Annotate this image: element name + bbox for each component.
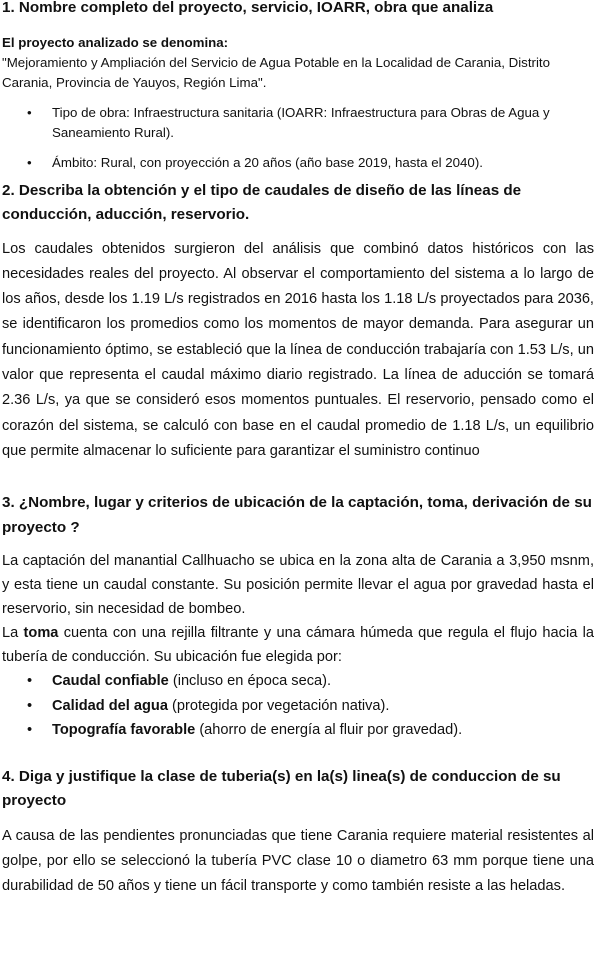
toma-bold: toma xyxy=(23,625,59,642)
list-item xyxy=(2,103,594,143)
criterion-label: Topografía favorable xyxy=(52,722,196,739)
bullet-icon: • xyxy=(27,722,33,739)
list-item xyxy=(2,694,594,719)
criterion-label: Calidad del agua xyxy=(52,697,168,714)
section-3-title: 3. ¿Nombre, lugar y criterios de ubicación de la captación, toma, derivación de su proyecto ? xyxy=(2,494,592,536)
section-1-label: El proyecto analizado se denomina: xyxy=(2,34,229,50)
section-4-title: 4. Diga y justifique la clase de tuberia(s) en la(s) linea(s) de conduccion de su proyecto xyxy=(2,767,561,810)
bullet-text: Tipo de obra: Infraestructura sanitaria (IOARR: Infraestructura para Obras de Agua y Saneamiento Rural). xyxy=(52,104,550,140)
section-3-bullets xyxy=(2,669,594,743)
section-1-title: 1. Nombre completo del proyecto, servicio, IOARR, obra que analiza xyxy=(2,0,494,16)
list-item xyxy=(2,718,594,743)
criterion-label: Caudal confiable xyxy=(52,673,169,690)
bullet-icon: • xyxy=(27,697,33,714)
section-2-title: 2. Describa la obtención y el tipo de caudales de diseño de las líneas de conducción, aducción, reservorio. xyxy=(2,181,522,223)
section-2-paragraph: Los caudales obtenidos surgieron del análisis que combinó datos históricos con las necesidades reales del proyecto. Al observar el comportamiento del sistema a lo largo de los años, desde los 1.19 L/s registrados en 2016 hasta los 1.18 L/s proyectados para 2036, se identificaron los promedios como los momentos de mayor demanda. Para asegurar un funcionamiento óptimo, se estableció que la línea de conducción trabajaría con 1.53 L/s, un valor que representa el caudal máximo diario registrado. La línea de aducción se tomará 2.36 L/s, ya que se consideró esos momentos puntuales. El reservorio, pensado como el corazón del sistema, se calculó con base en el caudal promedio de 1.18 L/s, un equilibrio que permite almacenar lo suficiente para garantizar el suministro continuo xyxy=(2,240,594,459)
toma-text: cuenta con una rejilla filtrante y una cámara húmeda que regula el flujo hacia la tubería de conducción. Su ubicación fue elegida por: xyxy=(2,625,594,666)
toma-prefix: La xyxy=(2,625,24,642)
section-3-paragraph-2 xyxy=(2,621,594,669)
bullet-icon: • xyxy=(27,673,33,690)
criterion-text: (incluso en época seca). xyxy=(168,673,332,690)
section-1-bullets xyxy=(2,103,594,173)
list-item xyxy=(2,153,594,173)
bullet-icon: • xyxy=(27,154,32,170)
bullet-icon: • xyxy=(27,104,32,120)
list-item xyxy=(2,669,594,694)
criterion-text: (protegida por vegetación nativa). xyxy=(167,697,390,714)
section-3-paragraph-1: La captación del manantial Callhuacho se ubica en la zona alta de Carania a 3,950 msnm, y esta tiene un caudal constante. Su posición permite llevar el agua por gravedad hasta el reservorio, sin necesidad de bombeo. xyxy=(2,553,594,618)
section-4-paragraph: A causa de las pendientes pronunciadas que tiene Carania requiere material resistentes al golpe, por ello se seleccionó la tubería PVC clase 10 o diametro 63 mm porque tiene una durabilidad de 50 años y tiene un fácil transporte y como también resiste a las heladas. xyxy=(2,827,594,895)
project-name: "Mejoramiento y Ampliación del Servicio de Agua Potable en la Localidad de Carania, Distrito Carania, Provincia de Yauyos, Región Lima". xyxy=(2,54,550,90)
criterion-text: (ahorro de energía al fluir por gravedad). xyxy=(195,722,463,739)
bullet-text: Ámbito: Rural, con proyección a 20 años (año base 2019, hasta el 2040). xyxy=(52,154,483,170)
